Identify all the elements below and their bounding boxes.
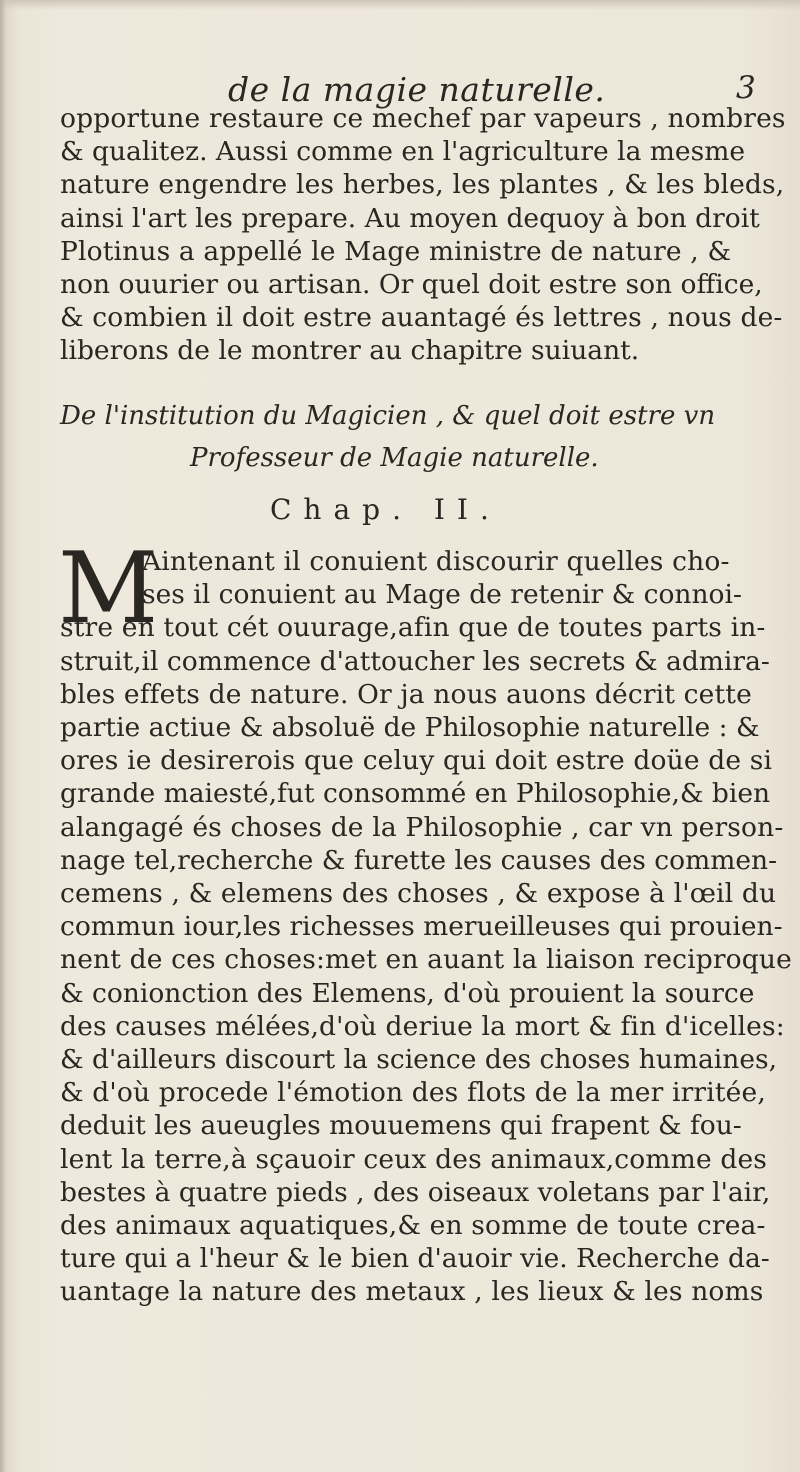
text-line: stre en tout cét ouurage,afin que de toutes parts in- [60, 612, 766, 644]
text-line: deduit les aueugles mouuemens qui frapent & fou- [60, 1110, 742, 1142]
text-line: nage tel,recherche & furette les causes des commen- [60, 844, 778, 876]
text-line: bles effets de nature. Or ja nous auons décrit cette [60, 678, 752, 710]
text-line: & conionction des Elemens, d'où prouient la source [60, 977, 755, 1009]
text-line: Plotinus a appellé le Mage ministre de nature , & [60, 235, 732, 267]
text-line: & d'ailleurs discourt la science des choses humaines, [60, 1044, 778, 1076]
page-number: 3 [736, 70, 756, 106]
paragraph-1 [60, 102, 786, 368]
text-line: nature engendre les herbes, les plantes , & les bleds, [60, 169, 785, 201]
text-line: grande maiesté,fut consommé en Philosophie,& bien [60, 778, 771, 810]
text-line: des animaux aquatiques,& en somme de toute crea- [60, 1210, 766, 1242]
text-line: des causes mélées,d'où deriue la mort & fin d'icelles: [60, 1010, 785, 1042]
chapter-number: Chap. II. [270, 493, 501, 526]
text-line: Aintenant il conuient discourir quelles cho- [142, 546, 730, 577]
text-line: ores ie desirerois que celuy qui doit estre doüe de si [60, 745, 773, 777]
text-line: cemens , & elemens des choses , & expose à l'œil du [60, 878, 777, 910]
text-line: uantage la nature des metaux , les lieux & les noms [60, 1276, 764, 1308]
text-line: & combien il doit estre auantagé és lettres , nous de- [60, 302, 783, 334]
running-title: de la magie naturelle. [228, 70, 606, 109]
text-line: ses il conuient au Mage de retenir & connoi- [142, 579, 742, 611]
text-line: commun iour,les richesses merueilleuses qui prouien- [60, 911, 783, 943]
drop-cap: M [58, 532, 159, 646]
text-line: & d'où procede l'émotion des flots de la mer irritée, [60, 1077, 766, 1109]
text-line: lent la terre,à sçauoir ceux des animaux,comme des [60, 1143, 768, 1175]
text-line: opportune restaure ce mechef par vapeurs , nombres [60, 103, 786, 134]
text-line: struit,il commence d'attoucher les secrets & admira- [60, 645, 770, 677]
text-line: non ouurier ou artisan. Or quel doit estre son office, [60, 269, 763, 301]
page-gutter [0, 0, 6, 1472]
page-top-shadow [0, 0, 800, 10]
text-line: liberons de le montrer au chapitre suiuant. [60, 335, 640, 367]
text-line: bestes à quatre pieds , des oiseaux voletans par l'air, [60, 1176, 771, 1208]
text-line: alangagé és choses de la Philosophie , car vn person- [60, 811, 784, 843]
chapter-title-line-2: Professeur de Magie naturelle. [190, 443, 599, 473]
text-line: ainsi l'art les prepare. Au moyen dequoy à bon droit [60, 202, 760, 234]
text-line: ture qui a l'heur & le bien d'auoir vie. Recherche da- [60, 1243, 770, 1275]
chapter-title-line-1: De l'institution du Magicien , & quel doit estre vn [60, 401, 716, 431]
text-line: partie actiue & absoluë de Philosophie naturelle : & [60, 712, 760, 744]
chapter-title [60, 395, 770, 479]
text-line: nent de ces choses:met en auant la liaison reciproque [60, 944, 792, 976]
chapter-label [270, 493, 501, 526]
paragraph-2 [58, 532, 792, 1309]
text-line: & qualitez. Aussi comme en l'agriculture la mesme [60, 136, 746, 168]
